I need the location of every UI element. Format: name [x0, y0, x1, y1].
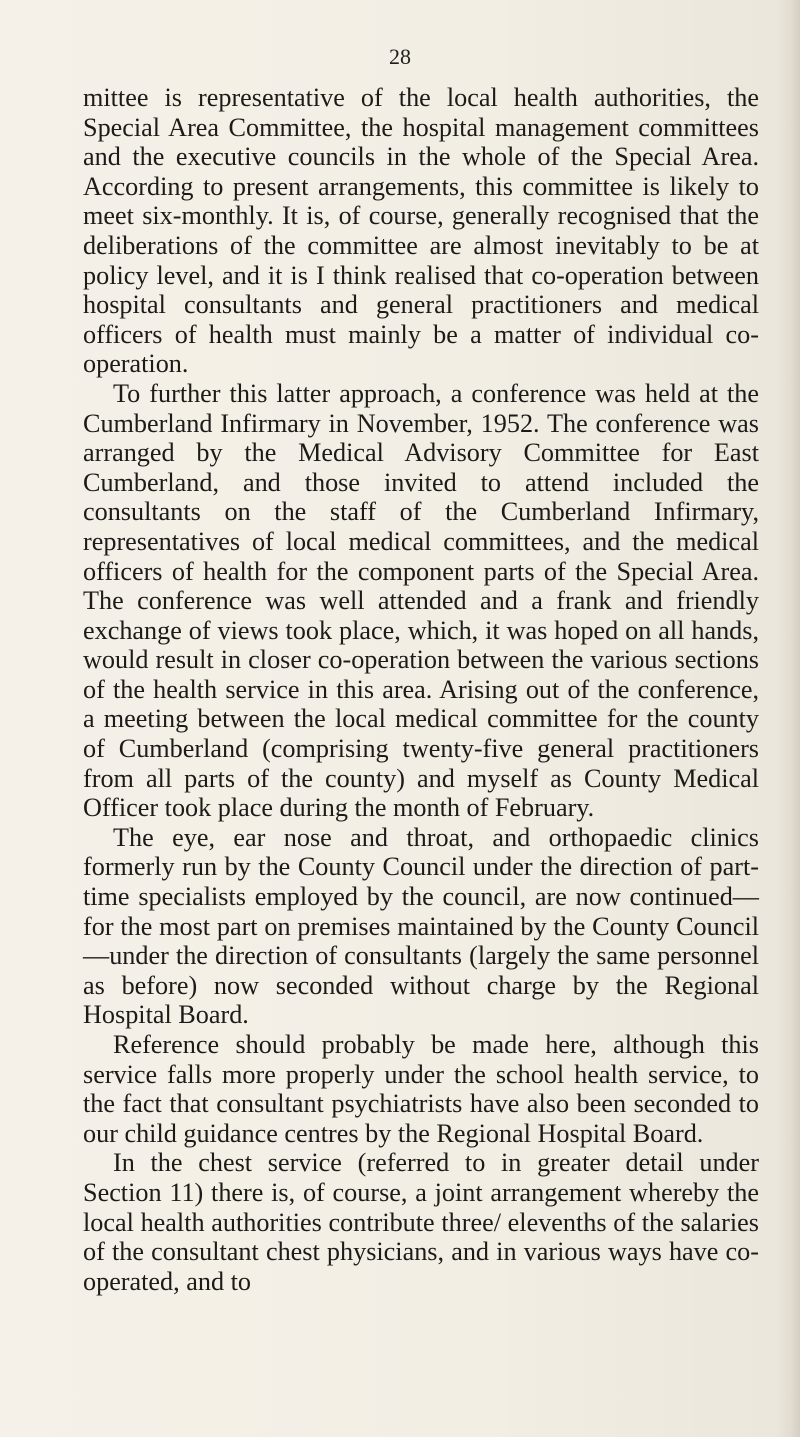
- paragraph-5: In the chest service (referred to in greater detail under Section 11) there is, of course, a joint arrangement whereby the local health authorities contribute three/ elevenths of the salaries of the consultant chest physicians, and in various ways have co-operated, and to: [83, 1148, 759, 1296]
- paragraph-4: Reference should probably be made here, although this service falls more properly under the school health service, to the fact that consultant psychiatrists have also been seconded to our child guidance centres by the Regional Hospital Board.: [83, 1030, 759, 1148]
- page-number: 28: [389, 44, 411, 69]
- paragraph-1: mittee is representative of the local health authorities, the Special Area Committee, the hospital management committees and the executive councils in the whole of the Special Area. According to present arrangements, this committee is likely to meet six-monthly. It is, of course, generally recognised that the deliberations of the committee are almost inevitably to be at policy level, and it is I think realised that co-operation between hospital consultants and general practitioners and medical officers of health must mainly be a matter of individual co-operation.: [83, 83, 759, 379]
- paragraph-3: The eye, ear nose and throat, and orthopaedic clinics formerly run by the County Council under the direction of part-time specialists employed by the council, are now continued—for the most part on premises maintained by the County Council—under the direction of consultants (largely the same personnel as before) now seconded without charge by the Regional Hospital Board.: [83, 822, 759, 1030]
- page-edge-shadow: [776, 0, 800, 1437]
- paragraph-2: To further this latter approach, a conference was held at the Cumberland Infirmary in November, 1952. The conference was arranged by the Medical Advisory Committee for East Cumberland, and those invited to attend included the consultants on the staff of the Cumberland Infirmary, representatives of local medical committees, and the medical officers of health for the component parts of the Special Area. The conference was well attended and a frank and friendly exchange of views took place, which, it was hoped on all hands, would result in closer co-operation between the various sections of the health service in this area. Arising out of the conference, a meeting between the local medical committee for the county of Cumberland (comprising twenty-five general practitioners from all parts of the county) and myself as County Medical Officer took place during the month of February.: [83, 378, 759, 823]
- body-text: [83, 83, 759, 1296]
